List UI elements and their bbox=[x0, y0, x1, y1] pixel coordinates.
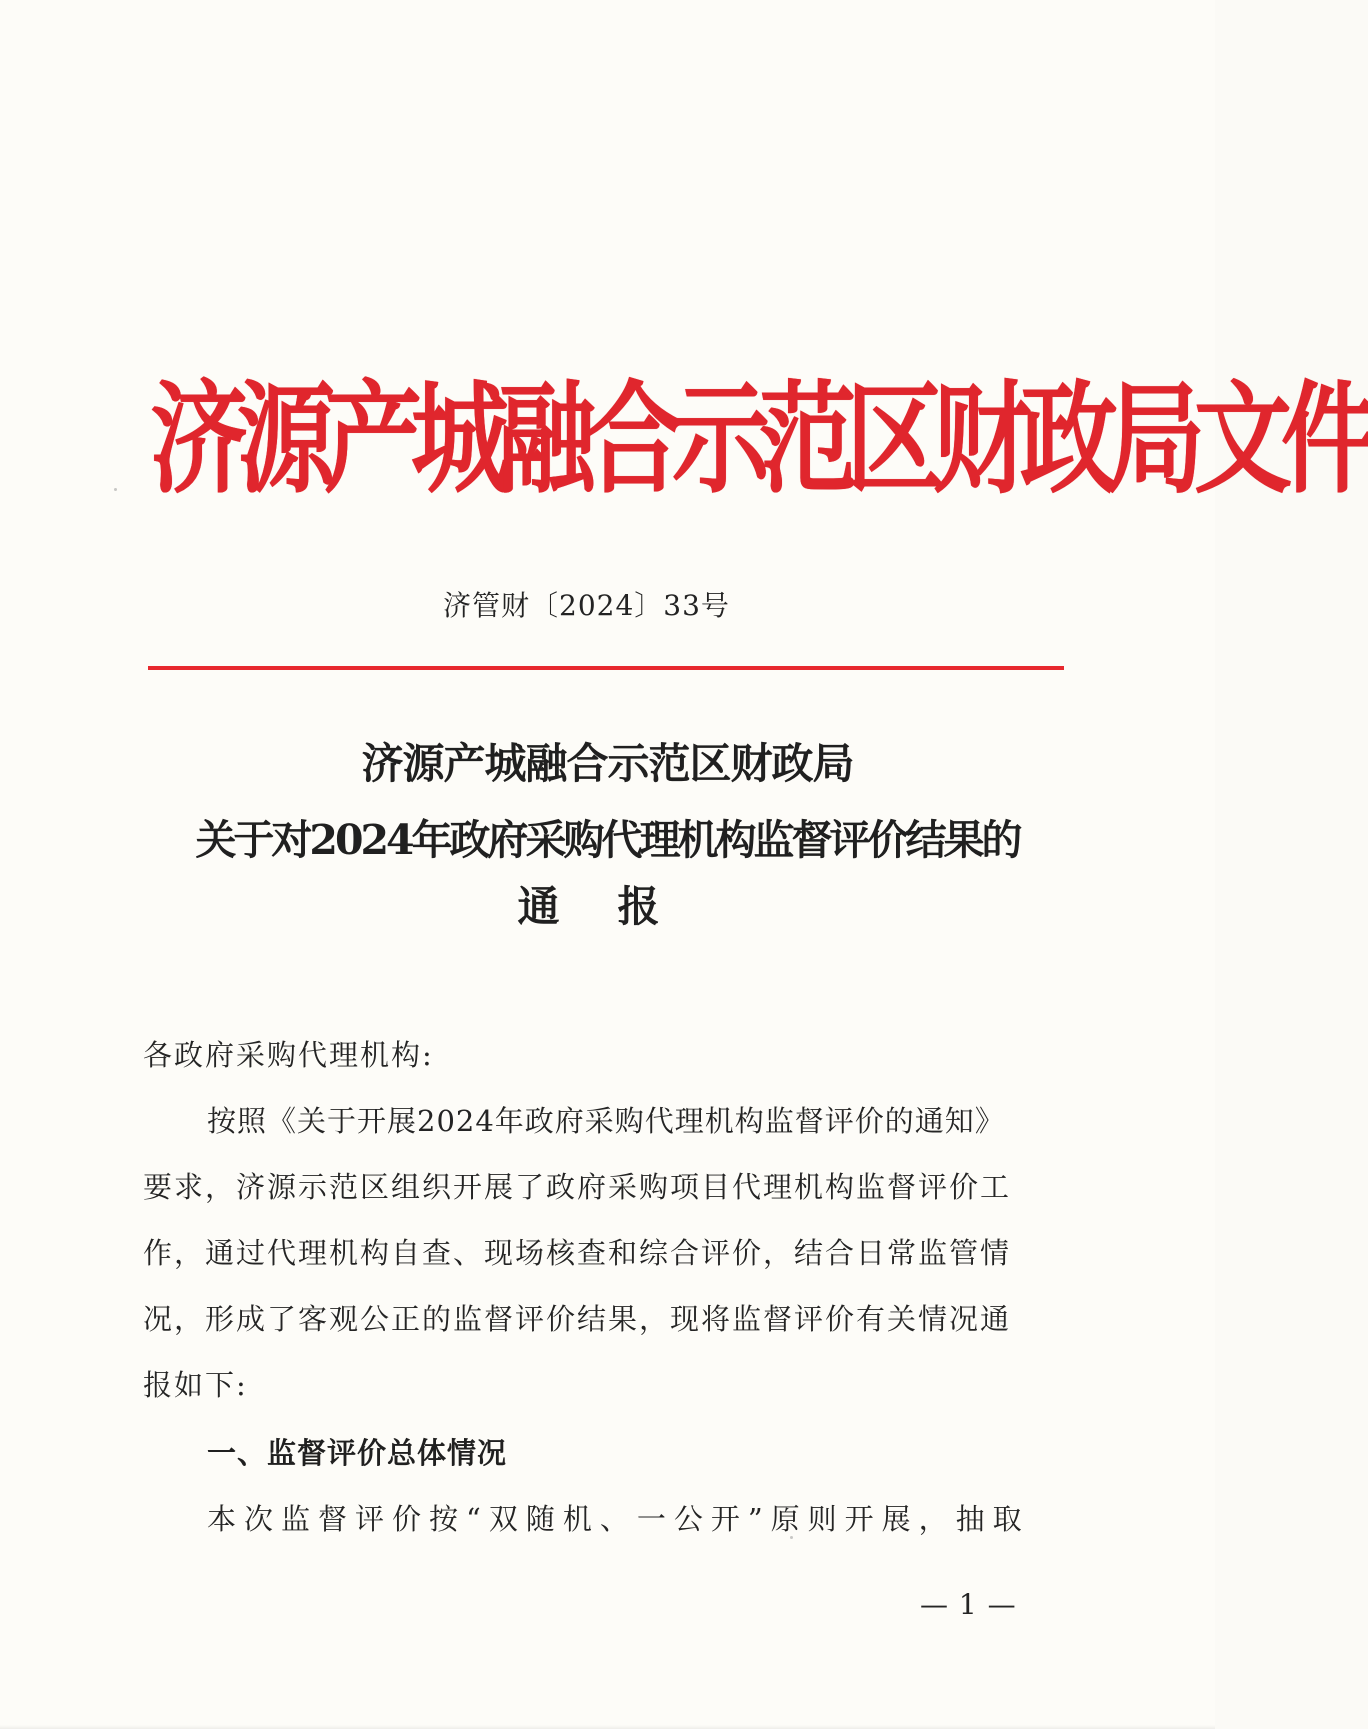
paragraph-1-line-1: 按照《关于开展2024年政府采购代理机构监督评价的通知》 bbox=[207, 1104, 1005, 1138]
paragraph-1-line-3: 作，通过代理机构自查、现场核查和综合评价，结合日常监管情 bbox=[143, 1236, 1012, 1270]
scan-speck bbox=[790, 1536, 793, 1539]
masthead-title: 济源产城融合示范区财政局文件 bbox=[150, 370, 1368, 511]
section-heading: 一、监督评价总体情况 bbox=[207, 1436, 508, 1470]
scan-bottom-edge bbox=[0, 1725, 1215, 1729]
notice-title-line-2: 关于对2024年政府采购代理机构监督评价结果的 bbox=[195, 816, 1020, 864]
document-number: 济管财〔2024〕33号 bbox=[443, 589, 730, 622]
notice-title-line-1: 济源产城融合示范区财政局 bbox=[361, 739, 854, 788]
paragraph-1-line-4: 况，形成了客观公正的监督评价结果，现将监督评价有关情况通 bbox=[143, 1302, 1012, 1336]
scan-speck bbox=[114, 488, 117, 491]
salutation: 各政府采购代理机构: bbox=[143, 1038, 434, 1072]
red-divider-line bbox=[148, 666, 1064, 670]
paragraph-1-line-5: 报如下: bbox=[143, 1368, 248, 1402]
paragraph-1-line-2: 要求，济源示范区组织开展了政府采购项目代理机构监督评价工 bbox=[143, 1170, 1012, 1204]
page-number: — 1 — bbox=[920, 1588, 1017, 1621]
notice-title-line-3: 通报 bbox=[517, 882, 718, 931]
paragraph-2: 本次监督评价按“双随机、一公开”原则开展，抽取 bbox=[207, 1502, 1030, 1536]
